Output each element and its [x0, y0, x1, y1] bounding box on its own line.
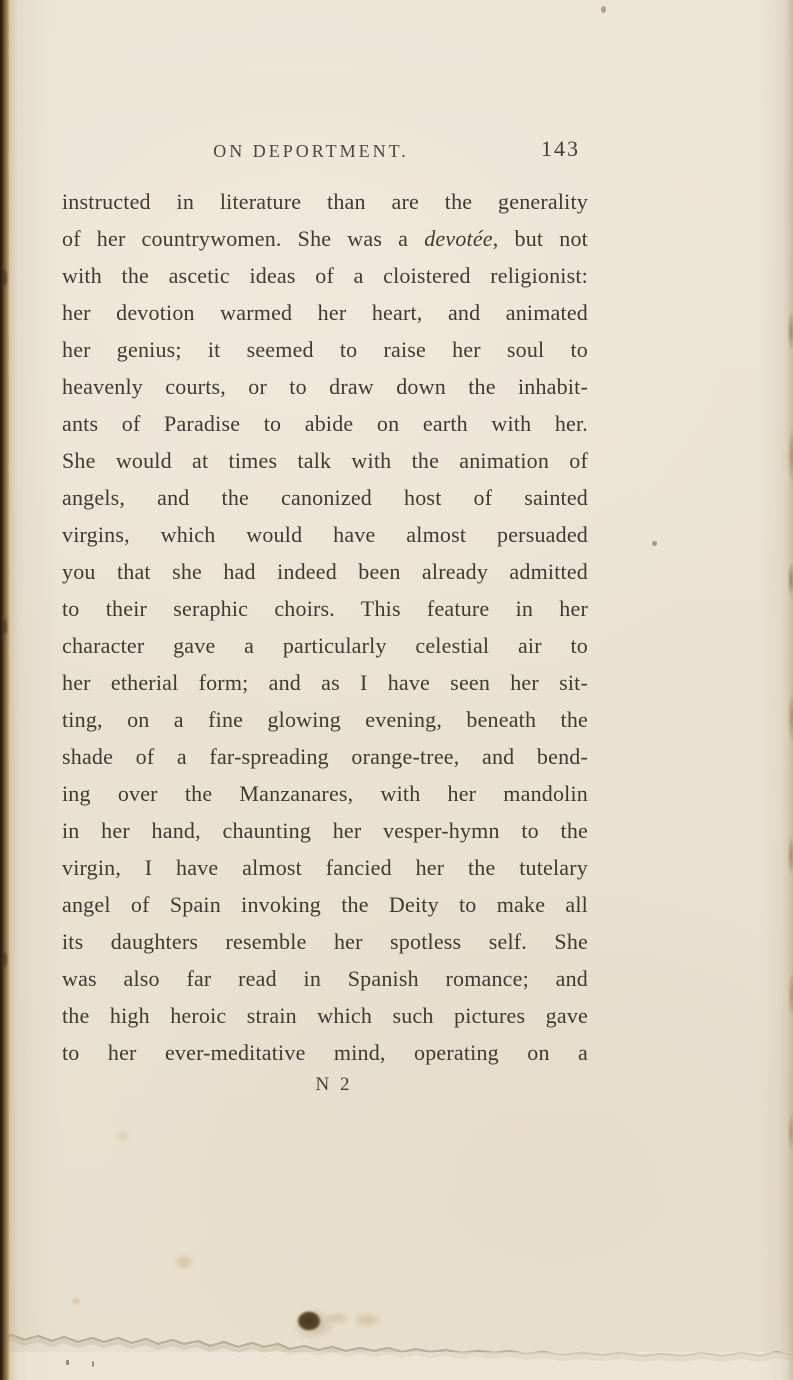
text-line: virgins, which would have almost persuaded: [62, 522, 588, 547]
text-line: its daughters resemble her spotless self. She: [62, 929, 588, 954]
text-line: you that she had indeed been already admitted: [62, 559, 588, 584]
signature-mark: N 2: [315, 1074, 353, 1095]
text-line: to her ever-meditative mind, operating on a: [62, 1040, 588, 1065]
ink-speck: [66, 1360, 69, 1365]
text-line: ants of Paradise to abide on earth with her.: [62, 411, 588, 436]
binding-edge-blob: [3, 620, 7, 634]
text-line: the high heroic strain which such pictures gave: [62, 1003, 588, 1028]
running-head: [62, 141, 560, 162]
text-line: instructed in literature than are the generality: [62, 189, 588, 214]
underlying-page-strip: [0, 1352, 793, 1380]
text-line: was also far read in Spanish romance; and: [62, 966, 588, 991]
text-line: with the ascetic ideas of a cloistered religionist:: [62, 263, 588, 288]
foxing-spot: [652, 541, 657, 546]
text-line: She would at times talk with the animation of: [62, 448, 588, 473]
binding-edge-blob: [2, 270, 7, 286]
foxing-spot: [72, 1298, 80, 1305]
text-line: her genius; it seemed to raise her soul to: [62, 337, 588, 362]
foxing-spot: [176, 1256, 192, 1268]
binding-edge: [0, 0, 18, 1380]
foxing-spot: [356, 1314, 378, 1326]
text-line: ing over the Manzanares, with her mandolin: [62, 781, 588, 806]
text-line: shade of a far-spreading orange-tree, and bend-: [62, 744, 588, 769]
ink-speck: [92, 1361, 94, 1367]
text-line: her etherial form; and as I have seen her sit-: [62, 670, 588, 695]
text-line: of her countrywomen. She was a devotée, but not: [62, 226, 588, 251]
text-line: ting, on a fine glowing evening, beneath the: [62, 707, 588, 732]
text-line: virgin, I have almost fancied her the tutelary: [62, 855, 588, 880]
ink-blot-stain: [284, 1300, 354, 1348]
text-line: to their seraphic choirs. This feature in her: [62, 596, 588, 621]
fore-edge: [779, 0, 793, 1380]
running-head-title: ON DEPORTMENT.: [213, 141, 409, 161]
text-line: character gave a particularly celestial air to: [62, 633, 588, 658]
foxing-spot: [601, 6, 606, 13]
binding-edge-blob: [2, 952, 7, 967]
text-line: her devotion warmed her heart, and animated: [62, 300, 588, 325]
text-line: in her hand, chaunting her vesper-hymn to the: [62, 818, 588, 843]
text-line: angel of Spain invoking the Deity to make all: [62, 892, 588, 917]
text-line: heavenly courts, or to draw down the inhabit-: [62, 374, 588, 399]
body-text: [62, 183, 588, 1071]
foxing-spot: [118, 1132, 128, 1140]
page-number: 143: [541, 136, 580, 161]
text-line: angels, and the canonized host of sainted: [62, 485, 588, 510]
